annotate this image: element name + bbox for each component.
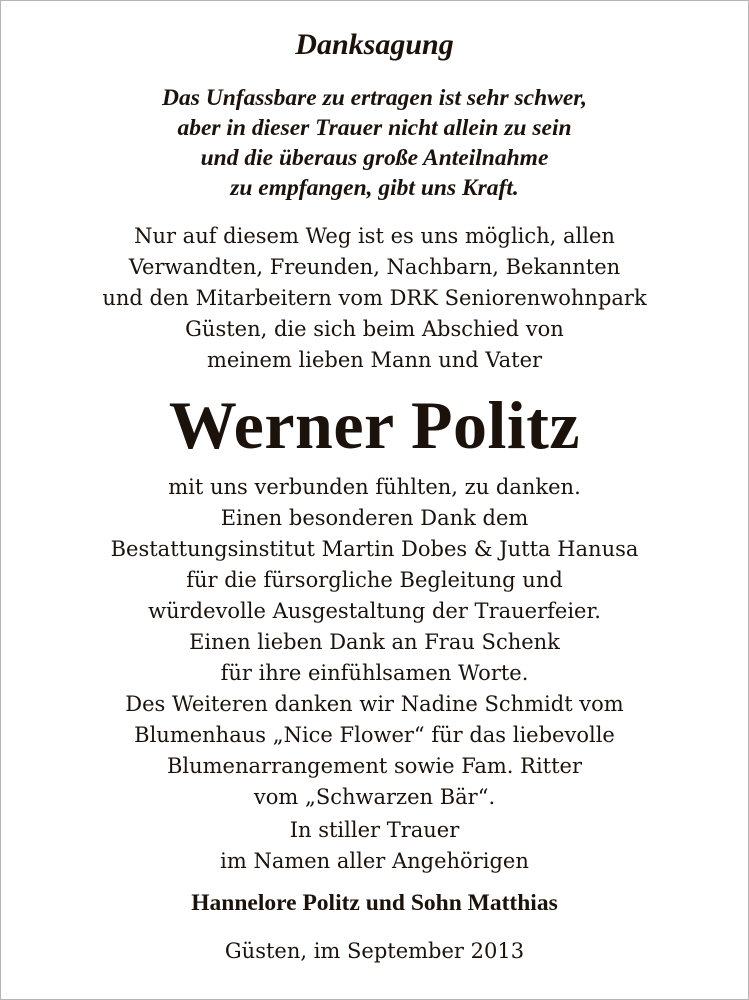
closing-line: In stiller Trauer <box>289 818 460 842</box>
thanks-line: mit uns verbunden fühlten, zu danken. <box>168 475 581 499</box>
thanks-line: Blumenarrangement sowie Fam. Ritter <box>166 754 583 778</box>
intro-line: Güsten, die sich beim Abschied von <box>185 317 564 341</box>
thanks-paragraph <box>3 472 746 813</box>
thanks-line: Einen besonderen Dank dem <box>220 506 529 530</box>
thanks-line: würdevolle Ausgestaltung der Trauerfeier. <box>148 599 601 623</box>
thanks-line: für die fürsorgliche Begleitung und <box>186 568 563 592</box>
place-date: Güsten, im September 2013 <box>224 939 525 963</box>
notice-title: Danksagung <box>295 28 454 61</box>
intro-line: Verwandten, Freunden, Nachbarn, Bekannten <box>128 255 621 279</box>
motto-line: und die überaus große Anteilnahme <box>200 145 549 171</box>
thanks-line: Bestattungsinstitut Martin Dobes & Jutta Hanusa <box>110 537 639 561</box>
obituary-thanks-notice <box>3 3 746 997</box>
intro-paragraph <box>3 221 746 376</box>
signature: Hannelore Politz und Sohn Matthias <box>191 890 558 916</box>
motto-text <box>3 83 746 203</box>
thanks-line: Blumenhaus „Nice Flower“ für das liebevolle <box>134 723 615 747</box>
motto-line: Das Unfassbare zu ertragen ist sehr schwer, <box>161 85 588 111</box>
intro-line: und den Mitarbeitern vom DRK Seniorenwohnpark <box>102 286 647 310</box>
thanks-line: für ihre einfühlsamen Worte. <box>220 661 529 685</box>
deceased-name: Werner Politz <box>168 387 581 463</box>
thanks-line: vom „Schwarzen Bär“. <box>253 785 496 809</box>
motto-line: zu empfangen, gibt uns Kraft. <box>230 175 519 201</box>
closing-line: im Namen aller Angehörigen <box>220 849 529 873</box>
thanks-line: Des Weiteren danken wir Nadine Schmidt vom <box>125 692 624 716</box>
thanks-line: Einen lieben Dank an Frau Schenk <box>189 630 560 654</box>
motto-line: aber in dieser Trauer nicht allein zu sein <box>177 115 572 141</box>
intro-line: Nur auf diesem Weg ist es uns möglich, allen <box>134 224 615 248</box>
intro-line: meinem lieben Mann und Vater <box>206 348 543 372</box>
closing-paragraph <box>3 815 746 877</box>
